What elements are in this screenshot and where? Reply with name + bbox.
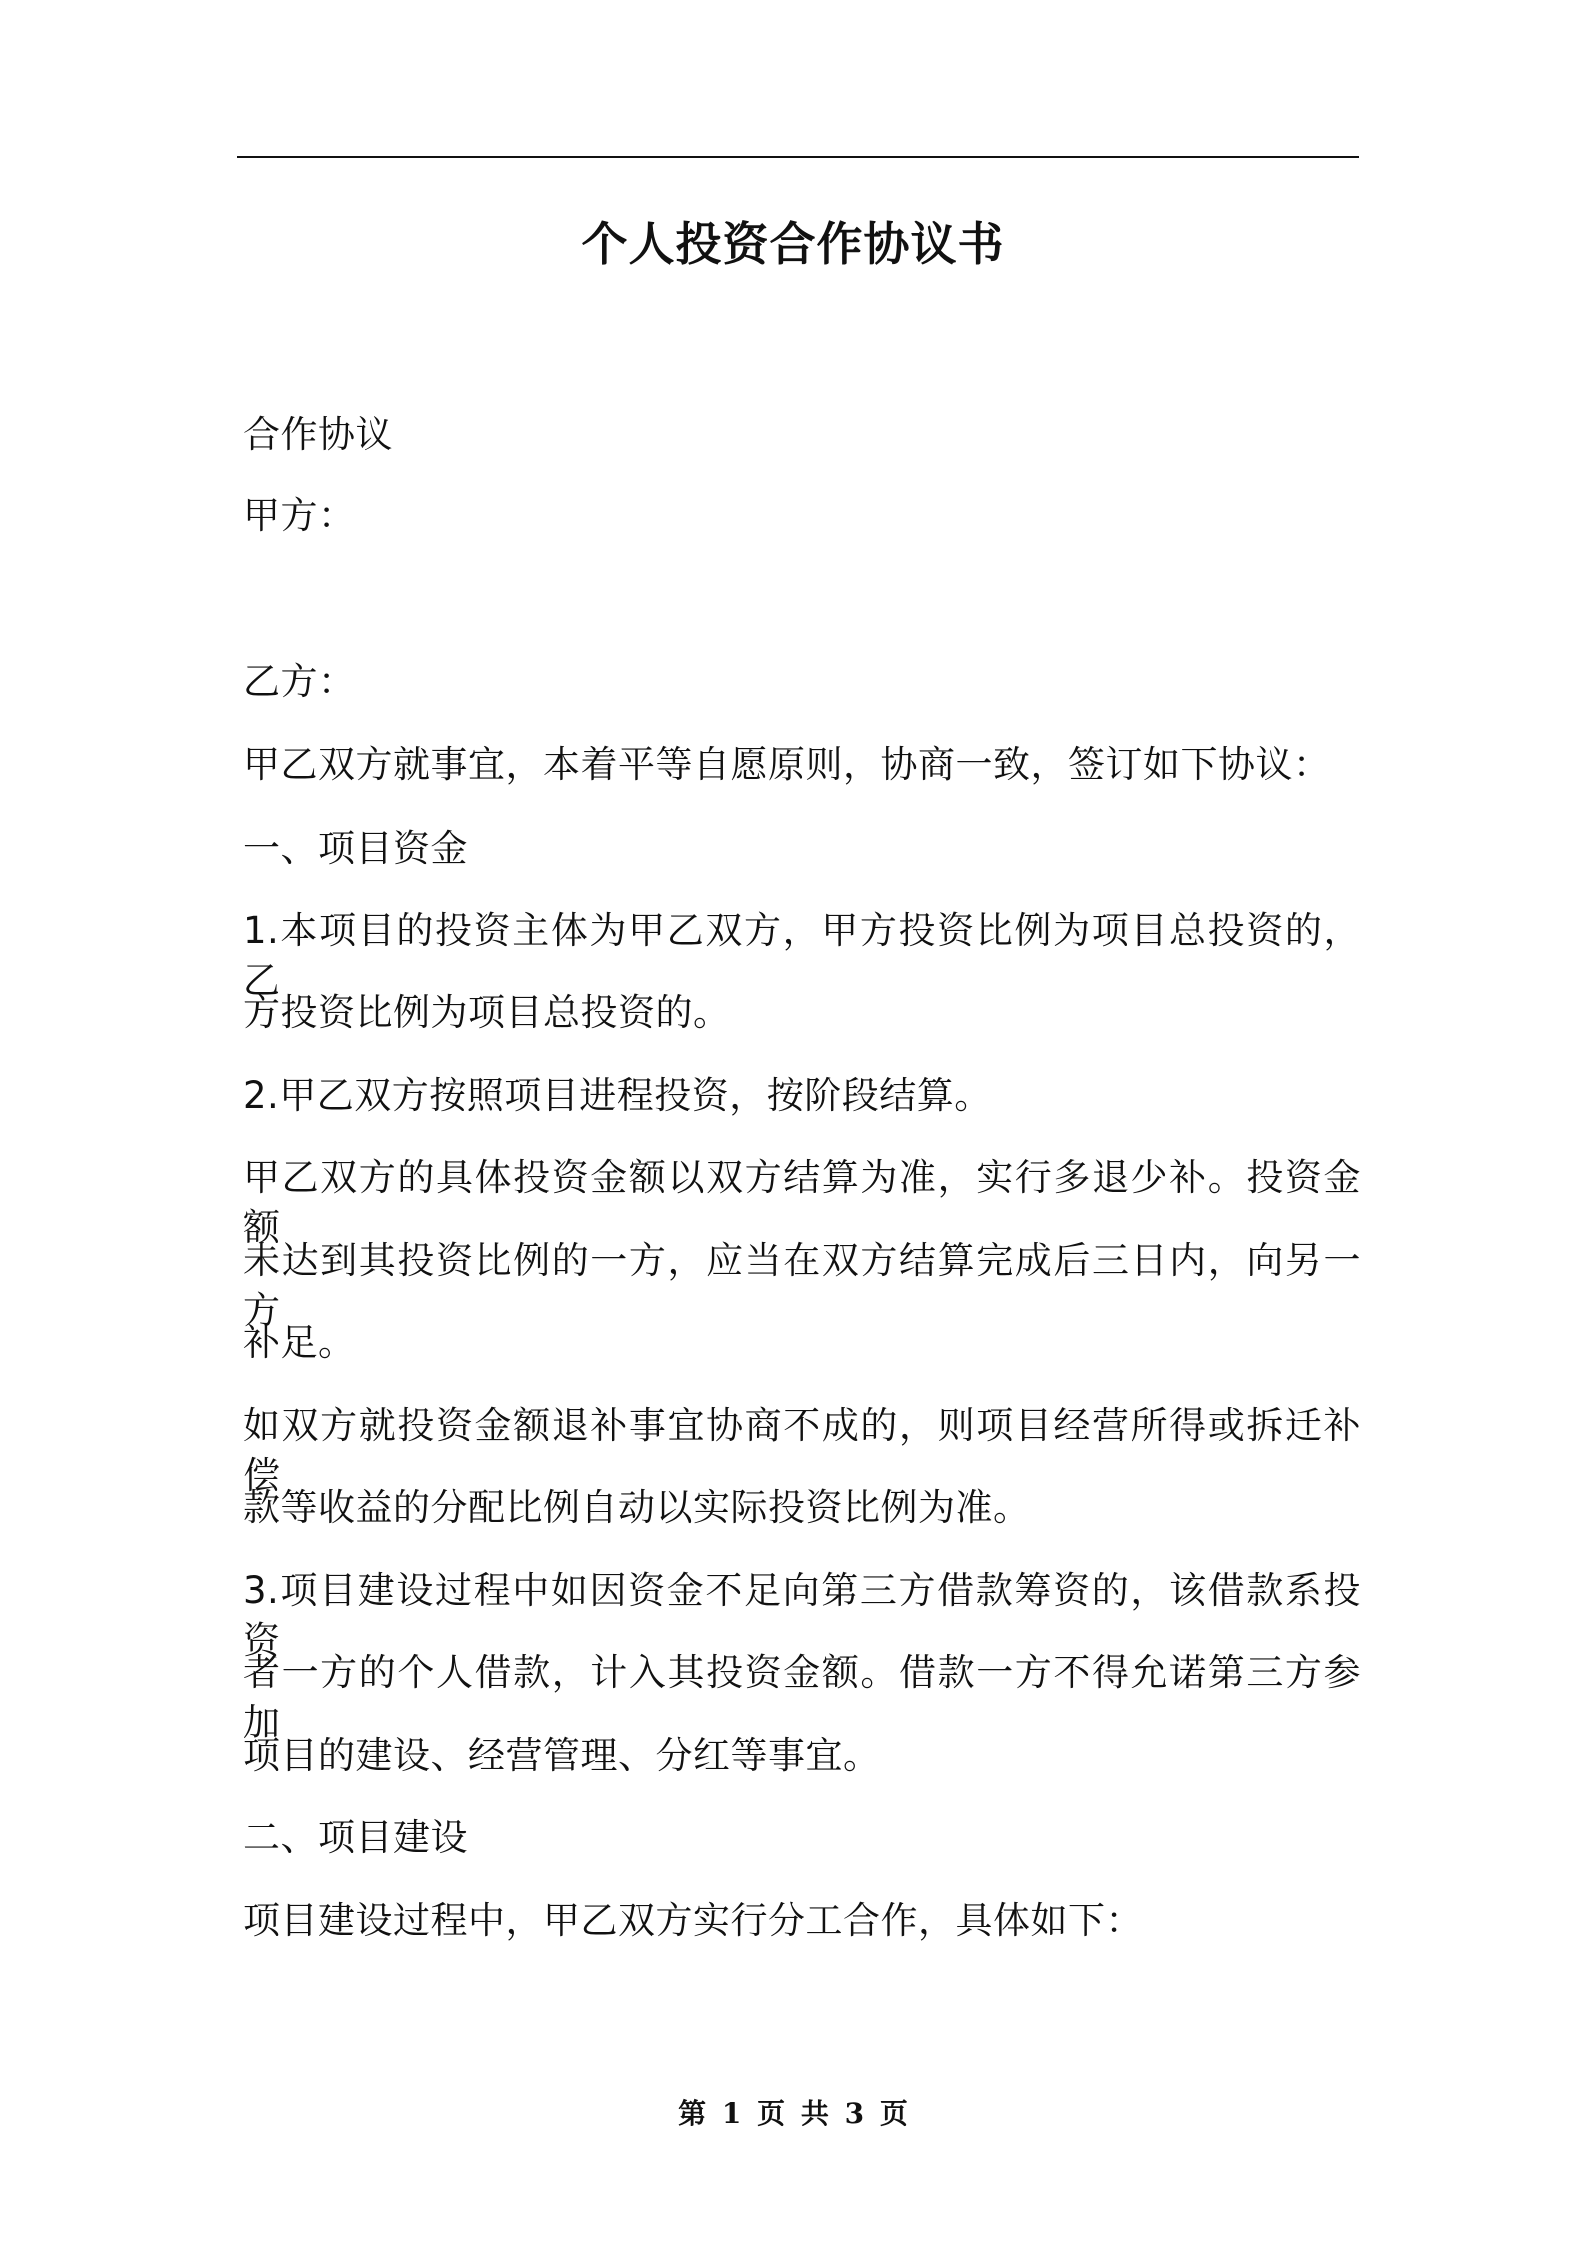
document-title: 个人投资合作协议书 bbox=[581, 217, 1005, 271]
paragraph-line: 未达到其投资比例的一方，应当在双方结算完成后三日内，向另一方 bbox=[243, 1239, 1361, 1332]
section-heading: 合作协议 bbox=[243, 413, 393, 456]
paragraph-line: 3.项目建设过程中如因资金不足向第三方借款筹资的，该借款系投资 bbox=[243, 1569, 1361, 1662]
paragraph-line: 1.本项目的投资主体为甲乙双方，甲方投资比例为项目总投资的，乙 bbox=[243, 909, 1361, 1002]
party-b-label: 乙方： bbox=[243, 660, 356, 703]
paragraph-line: 项目建设过程中，甲乙双方实行分工合作，具体如下： bbox=[243, 1899, 1143, 1942]
paragraph-line: 甲乙双方的具体投资金额以双方结算为准，实行多退少补。投资金额 bbox=[243, 1156, 1361, 1249]
paragraph-line: 如双方就投资金额退补事宜协商不成的，则项目经营所得或拆迁补偿 bbox=[243, 1404, 1361, 1497]
paragraph-line: 方投资比例为项目总投资的。 bbox=[243, 991, 731, 1034]
preamble-line: 甲乙双方就事宜，本着平等自愿原则，协商一致，签订如下协议： bbox=[243, 743, 1331, 786]
chapter-heading: 一、项目资金 bbox=[243, 827, 468, 870]
header-rule bbox=[237, 156, 1359, 158]
paragraph-line: 补足。 bbox=[243, 1321, 356, 1364]
party-a-label: 甲方： bbox=[243, 494, 356, 537]
paragraph-line: 款等收益的分配比例自动以实际投资比例为准。 bbox=[243, 1486, 1031, 1529]
page-number: 第 1 页 共 3 页 bbox=[678, 2097, 908, 2130]
paragraph-line: 2.甲乙双方按照项目进程投资，按阶段结算。 bbox=[243, 1074, 992, 1117]
chapter-heading: 二、项目建设 bbox=[243, 1816, 468, 1859]
paragraph-line: 者一方的个人借款，计入其投资金额。借款一方不得允诺第三方参加 bbox=[243, 1651, 1361, 1744]
paragraph-line: 项目的建设、经营管理、分红等事宜。 bbox=[243, 1734, 881, 1777]
